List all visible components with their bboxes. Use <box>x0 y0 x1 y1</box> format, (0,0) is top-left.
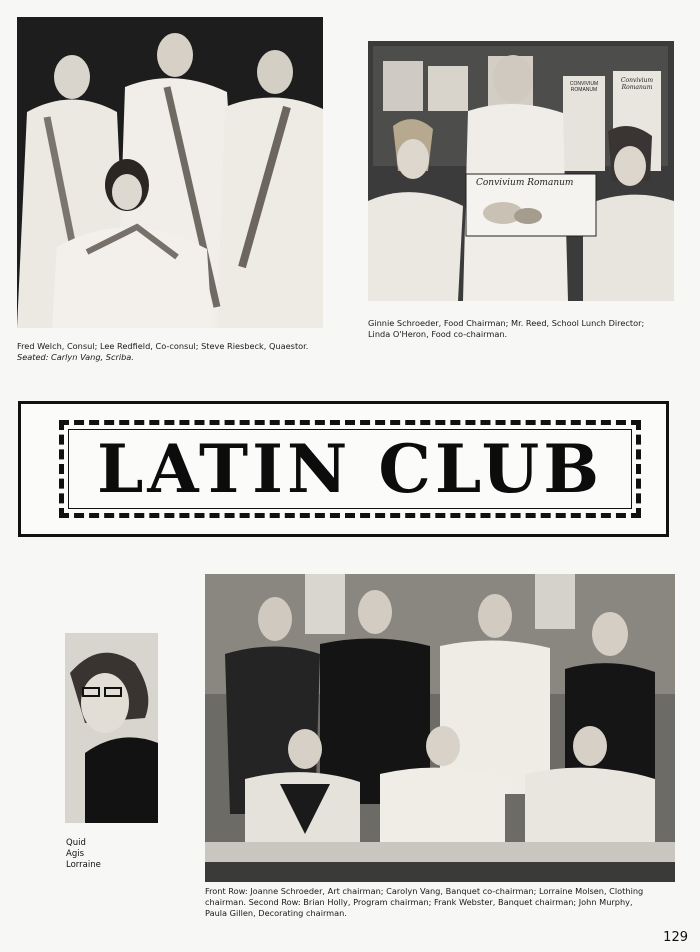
photo-committee-group <box>205 574 675 882</box>
caption-group-line2: chairman. Second Row: Brian Holly, Program chairman; Frank Webster, Banquet chairman; John Murphy, <box>205 897 633 907</box>
poster-title: Convivium Romanum <box>476 178 574 188</box>
photo-food-committee <box>368 41 674 301</box>
portrait-name-list <box>66 838 101 871</box>
caption-officers-line2: Seated: Carlyn Vang, Scriba. <box>17 352 134 362</box>
caption-food-line1: Ginnie Schroeder, Food Chairman; Mr. Reed, School Lunch Director; <box>368 318 645 328</box>
caption-group-line3: Paula Gillen, Decorating chairman. <box>205 908 347 918</box>
caption-officers-line1: Fred Welch, Consul; Lee Redfield, Co-consul; Steve Riesbeck, Quaestor. <box>17 341 309 351</box>
portrait-name-1: Quid <box>66 838 86 848</box>
portrait-name-3: Lorraine <box>66 860 101 870</box>
title-banner-dashed-frame <box>59 420 641 518</box>
page-title: LATIN CLUB <box>97 430 603 508</box>
page-number: 129 <box>663 930 688 945</box>
title-banner <box>18 401 669 537</box>
portrait-name-2: Agis <box>66 849 85 859</box>
sign-convivium-2: Convivium Romanum <box>620 77 654 91</box>
caption-officers <box>17 341 347 363</box>
sign-convivium-1: CONVIVIUM ROMANUM <box>569 81 599 93</box>
caption-group-line1: Front Row: Joanne Schroeder, Art chairman; Carolyn Vang, Banquet co-chairman; Lorraine Molsen, Clothing <box>205 886 644 896</box>
photo-portrait-lorraine <box>65 633 158 823</box>
caption-food-committee <box>368 318 688 340</box>
caption-committee-group <box>205 886 690 919</box>
caption-food-line2: Linda O'Heron, Food co-chairman. <box>368 329 508 339</box>
photo-officers-in-togas <box>17 17 323 328</box>
